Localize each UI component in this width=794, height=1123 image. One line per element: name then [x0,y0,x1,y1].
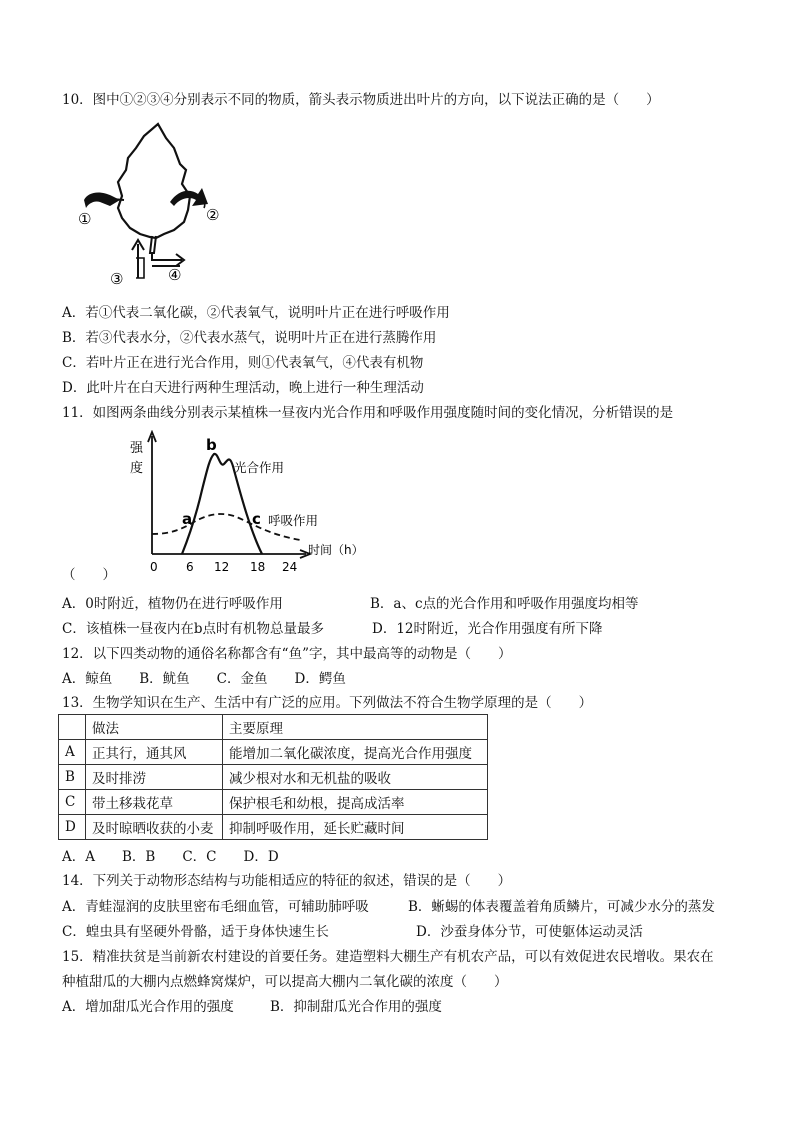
q10-option-b: B．若③代表水分，②代表水蒸气，说明叶片正在进行蒸腾作用 [62,330,437,346]
table-cell: 保护根毛和幼根，提高成活率 [223,790,488,815]
q15-stem-line2: 种植甜瓜的大棚内点燃蜂窝煤炉，可以提高大棚内二氧化碳的浓度（ ） [62,974,508,990]
point-c: c [252,510,261,528]
table-row [59,765,488,790]
q14-stem: 14．下列关于动物形态结构与功能相适应的特征的叙述，错误的是（ ） [62,873,512,889]
table-row [59,740,488,765]
q13-table [58,714,488,840]
q12-stem: 12．以下四类动物的通俗名称都含有“鱼”字，其中最高等的动物是（ ） [62,646,512,662]
q15-option-a: A．增加甜瓜光合作用的强度 [62,999,234,1015]
label-2: ② [206,206,220,224]
q13-options: A．A B．B C．C D．D [62,849,279,865]
x-tick-0: 0 [150,560,158,574]
leaf-diagram [70,118,240,290]
q10-option-a: A．若①代表二氧化碳，②代表氧气，说明叶片正在进行呼吸作用 [62,305,450,321]
table-cell: D [59,815,86,840]
table-cell: 抑制呼吸作用，延长贮藏时间 [223,815,488,840]
label-1: ① [78,210,92,228]
q11-stem: 11．如图两条曲线分别表示某植株一昼夜内光合作用和呼吸作用强度随时间的变化情况，分析错误的是 [62,405,674,421]
q13-stem: 13．生物学知识在生产、生活中有广泛的应用。下列做法不符合生物学原理的是（ ） [62,695,593,711]
table-cell: A [59,740,86,765]
arrow-4-icon [152,254,184,266]
q11-paren: （ ） [62,567,116,583]
q15-stem-line1: 15．精准扶贫是当前新农村建设的首要任务。建造塑料大棚生产有机农产品，可以有效促进农民增收。果农在 [62,949,714,965]
q14-option-c: C．蝗虫具有坚硬外骨骼，适于身体快速生长 [62,924,329,940]
table-row [59,790,488,815]
table-cell: 带土移栽花草 [86,790,223,815]
table-row [59,815,488,840]
x-tick-18: 18 [250,560,266,574]
table-cell: 减少根对水和无机盐的吸收 [223,765,488,790]
table-cell: 正其行，通其风 [86,740,223,765]
q11-chart [110,430,370,578]
arrow-1-icon [84,193,120,208]
resp-label: 呼吸作用 [268,513,319,528]
q10-option-c: C．若叶片正在进行光合作用，则①代表氧气，④代表有机物 [62,355,424,371]
table-header-row [59,715,488,740]
table-header-cell: 做法 [86,715,223,740]
table-header-cell: 主要原理 [223,715,488,740]
q10-option-d: D．此叶片在白天进行两种生理活动，晚上进行一种生理活动 [62,380,424,396]
q14-option-d: D．沙蚕身体分节，可使躯体运动灵活 [416,924,643,940]
label-3: ③ [110,270,124,288]
point-a: a [182,510,193,528]
q11-option-c: C．该植株一昼夜内在b点时有机物总量最多 [62,621,324,637]
x-tick-24: 24 [282,560,298,574]
point-b: b [206,436,217,454]
q14-option-b: B．蜥蜴的体表覆盖着角质鳞片，可减少水分的蒸发 [408,899,715,915]
leaf-outline [118,124,190,238]
table-cell: 及时晾晒收获的小麦 [86,815,223,840]
q12-options: A．鲸鱼 B．鱿鱼 C．金鱼 D．鳄鱼 [62,671,346,687]
y-label-1: 强 [130,441,144,456]
table-cell: 及时排涝 [86,765,223,790]
table-cell: B [59,765,86,790]
arrow-3-icon [132,240,144,278]
photo-label: 光合作用 [234,460,285,475]
x-label: 时间（h） [308,543,364,557]
table-cell: 能增加二氧化碳浓度，提高光合作用强度 [223,740,488,765]
x-tick-12: 12 [214,560,230,574]
q11-option-a: A．0时附近，植物仍在进行呼吸作用 [62,596,283,612]
q11-option-b: B．a、c点的光合作用和呼吸作用强度均相等 [370,596,639,612]
x-tick-6: 6 [186,560,194,574]
q15-option-b: B．抑制甜瓜光合作用的强度 [270,999,442,1015]
q10-stem: 10．图中①②③④分别表示不同的物质，箭头表示物质进出叶片的方向，以下说法正确的是（ ） [62,92,660,108]
q11-option-d: D．12时附近，光合作用强度有所下降 [372,621,603,637]
label-4: ④ [168,266,182,284]
q14-option-a: A．青蛙湿润的皮肤里密布毛细血管，可辅助肺呼吸 [62,899,369,915]
table-cell: C [59,790,86,815]
table-header-cell [59,715,86,740]
y-label-2: 度 [130,461,144,476]
